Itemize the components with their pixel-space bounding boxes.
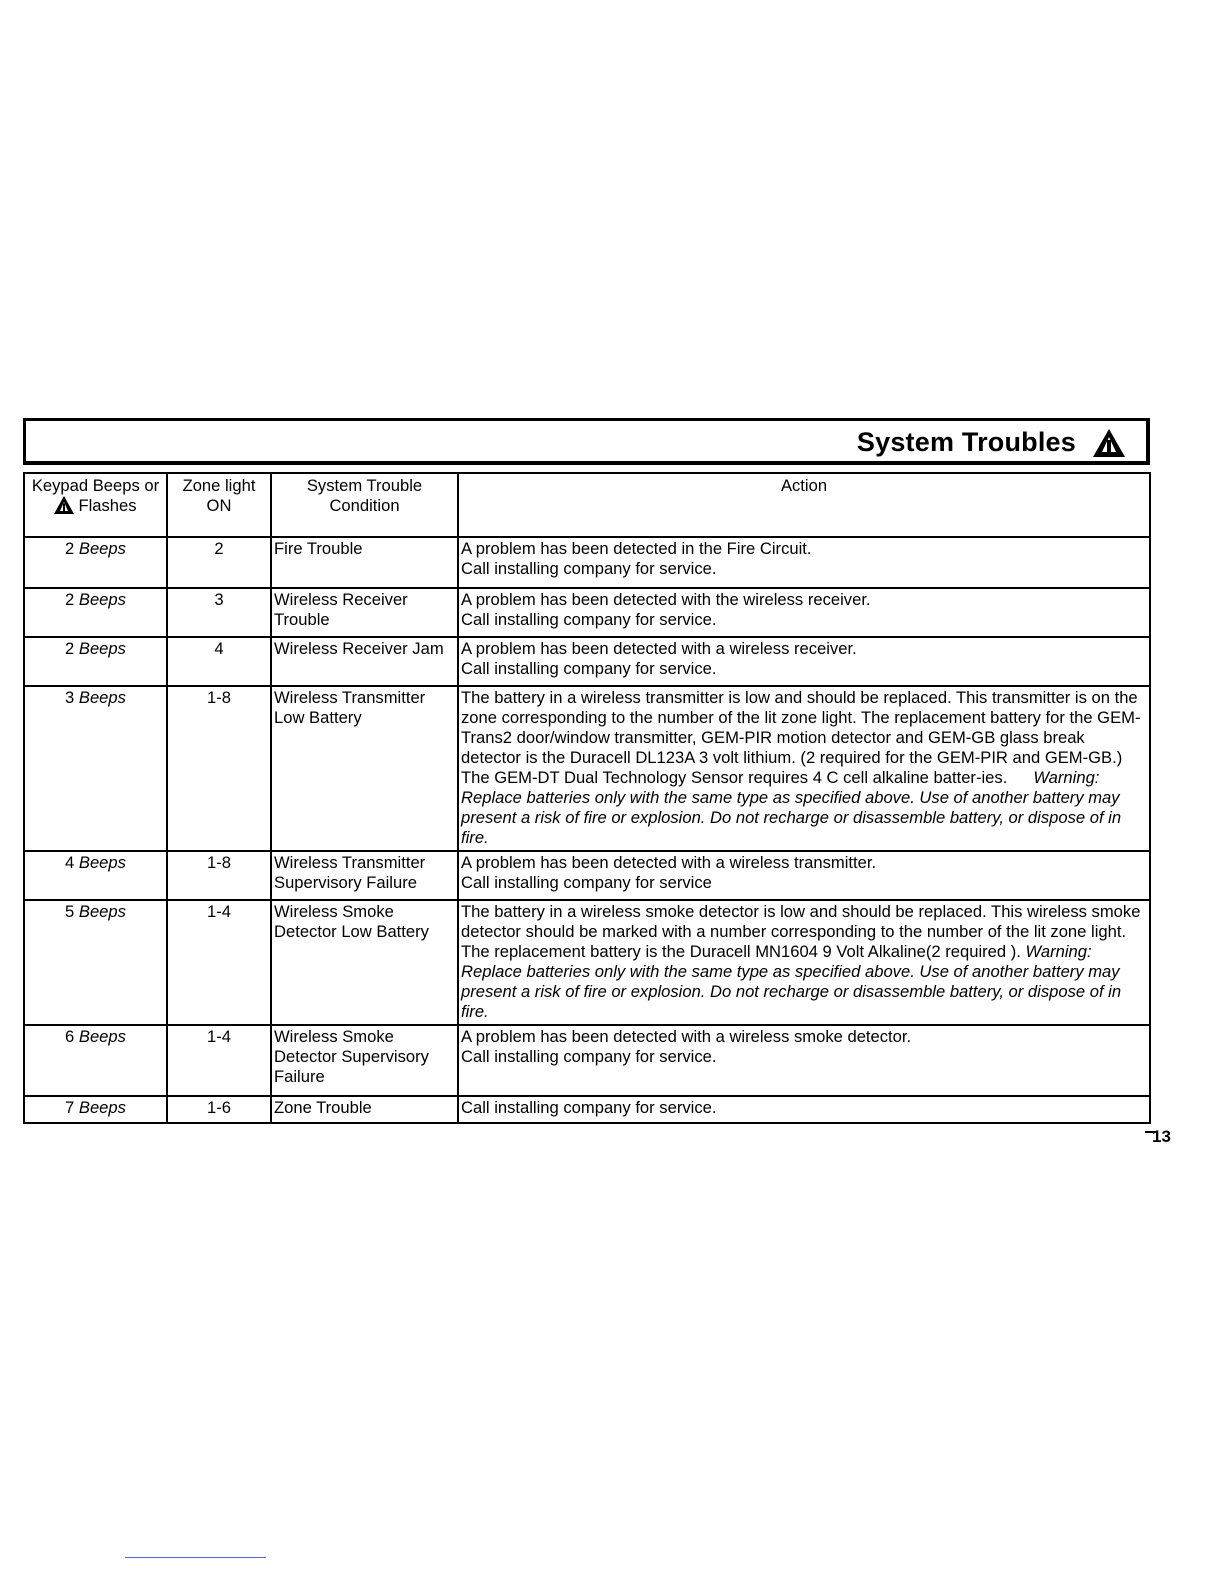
action-text: The battery in a wireless smoke detector is low and should be replaced. This wireless smoke detector should be marked with a number corresponding to the number of the lit zone light. The replacement battery is the Duracell MN1604 9 Volt Alkaline(2 required ). <box>461 902 1141 961</box>
action-cell <box>458 637 1150 686</box>
footer-divider <box>125 1557 266 1558</box>
beeps-number: 2 <box>65 639 75 658</box>
action-text-2: Call installing company for service. <box>461 1047 717 1066</box>
action-text: A problem has been detected with a wireless smoke detector. <box>461 1027 912 1046</box>
beeps-cell <box>24 686 167 851</box>
action-cell <box>458 1025 1150 1096</box>
beeps-word: Beeps <box>78 688 126 707</box>
action-cell <box>458 686 1150 851</box>
beeps-number: 4 <box>65 853 75 872</box>
beeps-cell <box>24 851 167 900</box>
beeps-word: Beeps <box>78 1027 126 1046</box>
zone-cell: 3 <box>167 588 271 637</box>
title-box <box>23 418 1150 465</box>
table-row <box>24 588 1150 637</box>
header-keypad-line1: Keypad Beeps or <box>31 476 160 495</box>
action-text: A problem has been detected with a wireless transmitter. <box>461 853 877 872</box>
table-header-row <box>24 473 1150 537</box>
header-zone-line2: ON <box>206 496 232 515</box>
condition-cell: Fire Trouble <box>271 537 458 588</box>
beeps-cell <box>24 900 167 1025</box>
beeps-word: Beeps <box>78 539 126 558</box>
beeps-word: Beeps <box>78 853 126 872</box>
action-text-2: Call installing company for service. <box>461 610 717 629</box>
action-cell <box>458 537 1150 588</box>
condition-cell: Zone Trouble <box>271 1096 458 1123</box>
beeps-number: 3 <box>65 688 75 707</box>
header-flashes-label: Flashes <box>78 496 137 515</box>
table-row <box>24 851 1150 900</box>
beeps-word: Beeps <box>78 590 126 609</box>
troubles-table <box>23 472 1151 1124</box>
beeps-number: 5 <box>65 902 75 921</box>
zone-cell: 1-6 <box>167 1096 271 1123</box>
warning-text: Warning: Replace batteries only with the same type as specified above. Use of another battery may present a risk of fire or explosion. Do not recharge or disassemble battery, or dispose of in fire. <box>461 942 1122 1021</box>
header-keypad-beeps <box>24 473 167 537</box>
beeps-number: 7 <box>65 1098 75 1117</box>
action-text-2: Call installing company for service. <box>461 559 717 578</box>
beeps-cell <box>24 588 167 637</box>
beeps-number: 6 <box>65 1027 75 1046</box>
zone-cell: 2 <box>167 537 271 588</box>
zone-cell: 1-8 <box>167 851 271 900</box>
table-row <box>24 637 1150 686</box>
beeps-cell <box>24 1096 167 1123</box>
zone-cell: 1-4 <box>167 1025 271 1096</box>
action-text: The battery in a wireless transmitter is low and should be replaced. This transmitter is on the zone corresponding to the number of the lit zone light. The replacement battery for the GEM-Trans2 door/window transmitter, GEM-PIR motion detector and GEM-GB glass break detector is the Duracell DL123A 3 volt lithium. (2 required for the GEM-PIR and GEM-GB.) The GEM-DT Dual Technology Sensor requires 4 C cell alkaline batter-ies. <box>461 688 1141 787</box>
beeps-word: Beeps <box>78 902 126 921</box>
beeps-cell <box>24 637 167 686</box>
beeps-cell <box>24 537 167 588</box>
page-title: System Troubles <box>856 427 1076 457</box>
action-text: Call installing company for service. <box>461 1098 717 1117</box>
warning-icon <box>1092 428 1126 458</box>
condition-cell: Wireless Transmitter Supervisory Failure <box>271 851 458 900</box>
action-text: A problem has been detected with the wireless receiver. <box>461 590 871 609</box>
header-keypad-line2 <box>25 496 166 516</box>
condition-cell: Wireless Transmitter Low Battery <box>271 686 458 851</box>
header-condition-line1: System Trouble <box>306 476 423 495</box>
beeps-word: Beeps <box>78 639 126 658</box>
table-row <box>24 900 1150 1025</box>
header-zone-line1: Zone light <box>182 476 256 495</box>
beeps-word: Beeps <box>78 1098 126 1117</box>
action-text-2: Call installing company for service <box>461 873 712 892</box>
condition-cell: Wireless Receiver Jam <box>271 637 458 686</box>
page-number: 13 <box>1152 1127 1171 1146</box>
header-condition <box>271 473 458 537</box>
warning-icon <box>54 496 74 514</box>
action-cell <box>458 1096 1150 1123</box>
zone-cell: 1-8 <box>167 686 271 851</box>
beeps-cell <box>24 1025 167 1096</box>
action-cell <box>458 588 1150 637</box>
condition-cell: Wireless Receiver Trouble <box>271 588 458 637</box>
action-text: A problem has been detected with a wireless receiver. <box>461 639 857 658</box>
zone-cell: 4 <box>167 637 271 686</box>
action-cell <box>458 851 1150 900</box>
header-action: Action <box>458 473 1150 537</box>
action-text-2: Call installing company for service. <box>461 659 717 678</box>
condition-cell: Wireless Smoke Detector Low Battery <box>271 900 458 1025</box>
title-wrap <box>857 427 1126 458</box>
table-row <box>24 1025 1150 1096</box>
action-cell <box>458 900 1150 1025</box>
table-row <box>24 1096 1150 1123</box>
table-row <box>24 537 1150 588</box>
beeps-number: 2 <box>65 539 75 558</box>
action-text: A problem has been detected in the Fire Circuit. <box>461 539 812 558</box>
warning-text: Warning: Replace batteries only with the same type as specified above. Use of another battery may present a risk of fire or explosion. Do not recharge or disassemble battery, or dispose of in fire. <box>461 768 1122 847</box>
zone-cell: 1-4 <box>167 900 271 1025</box>
beeps-number: 2 <box>65 590 75 609</box>
condition-cell: Wireless Smoke Detector Supervisory Failure <box>271 1025 458 1096</box>
table-row <box>24 686 1150 851</box>
header-zone-light <box>167 473 271 537</box>
header-condition-line2: Condition <box>329 496 400 515</box>
